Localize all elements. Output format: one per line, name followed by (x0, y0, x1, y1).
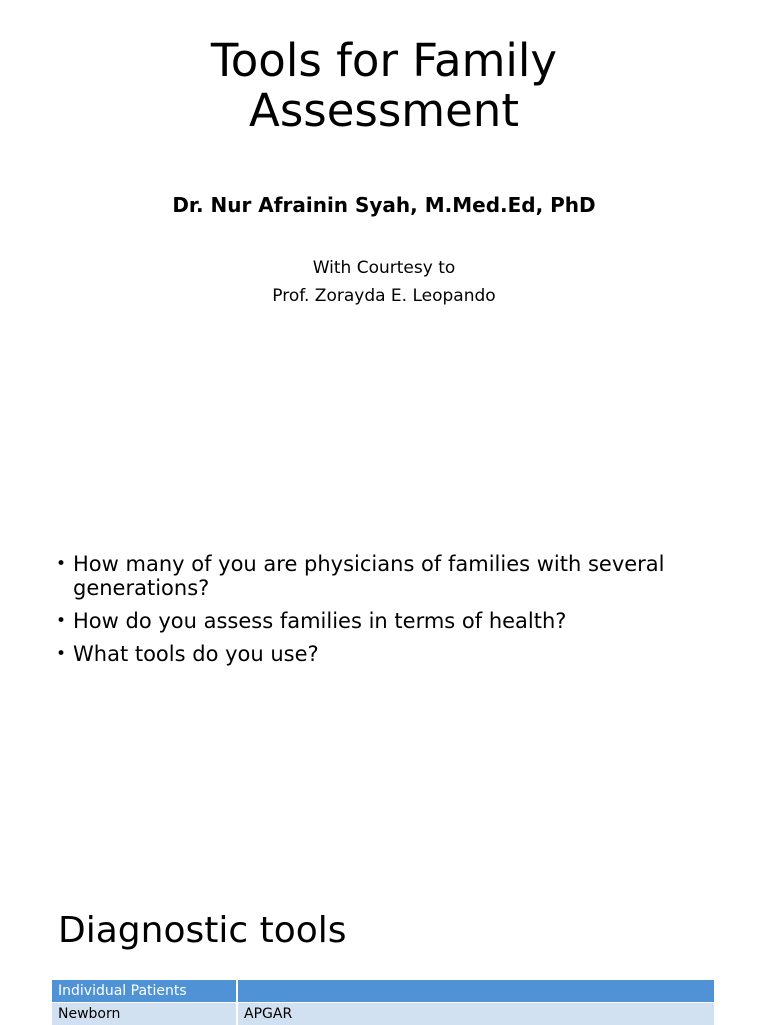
table-cell: Newborn (52, 1003, 237, 1025)
list-item (56, 642, 716, 666)
diagnostic-tools-slide (0, 860, 768, 1024)
slide-title (0, 36, 768, 136)
bullet-icon: • (56, 642, 66, 666)
table-cell: APGAR (237, 1003, 715, 1025)
table-header-row (52, 980, 715, 1003)
bullet-icon: • (56, 609, 66, 633)
courtesy-name: Prof. Zorayda E. Leopando (0, 282, 768, 310)
bullet-text: How many of you are physicians of families with several generations? (73, 552, 665, 600)
list-item (56, 552, 716, 600)
table-header-cell (237, 980, 715, 1003)
diagnostic-tools-table (52, 980, 716, 1025)
courtesy-block (0, 254, 768, 310)
title-line-1: Tools for Family (0, 36, 768, 86)
courtesy-label: With Courtesy to (0, 254, 768, 282)
title-line-2: Assessment (0, 86, 768, 136)
table-header-cell: Individual Patients (52, 980, 237, 1003)
list-item (56, 609, 716, 633)
questions-slide (0, 520, 768, 860)
bullet-icon: • (56, 552, 66, 576)
bullet-text: What tools do you use? (73, 642, 319, 666)
author-name: Dr. Nur Afrainin Syah, M.Med.Ed, PhD (0, 193, 768, 217)
question-list (56, 552, 716, 675)
section-heading: Diagnostic tools (58, 910, 347, 951)
table-row (52, 1003, 715, 1025)
bullet-text: How do you assess families in terms of health? (73, 609, 566, 633)
